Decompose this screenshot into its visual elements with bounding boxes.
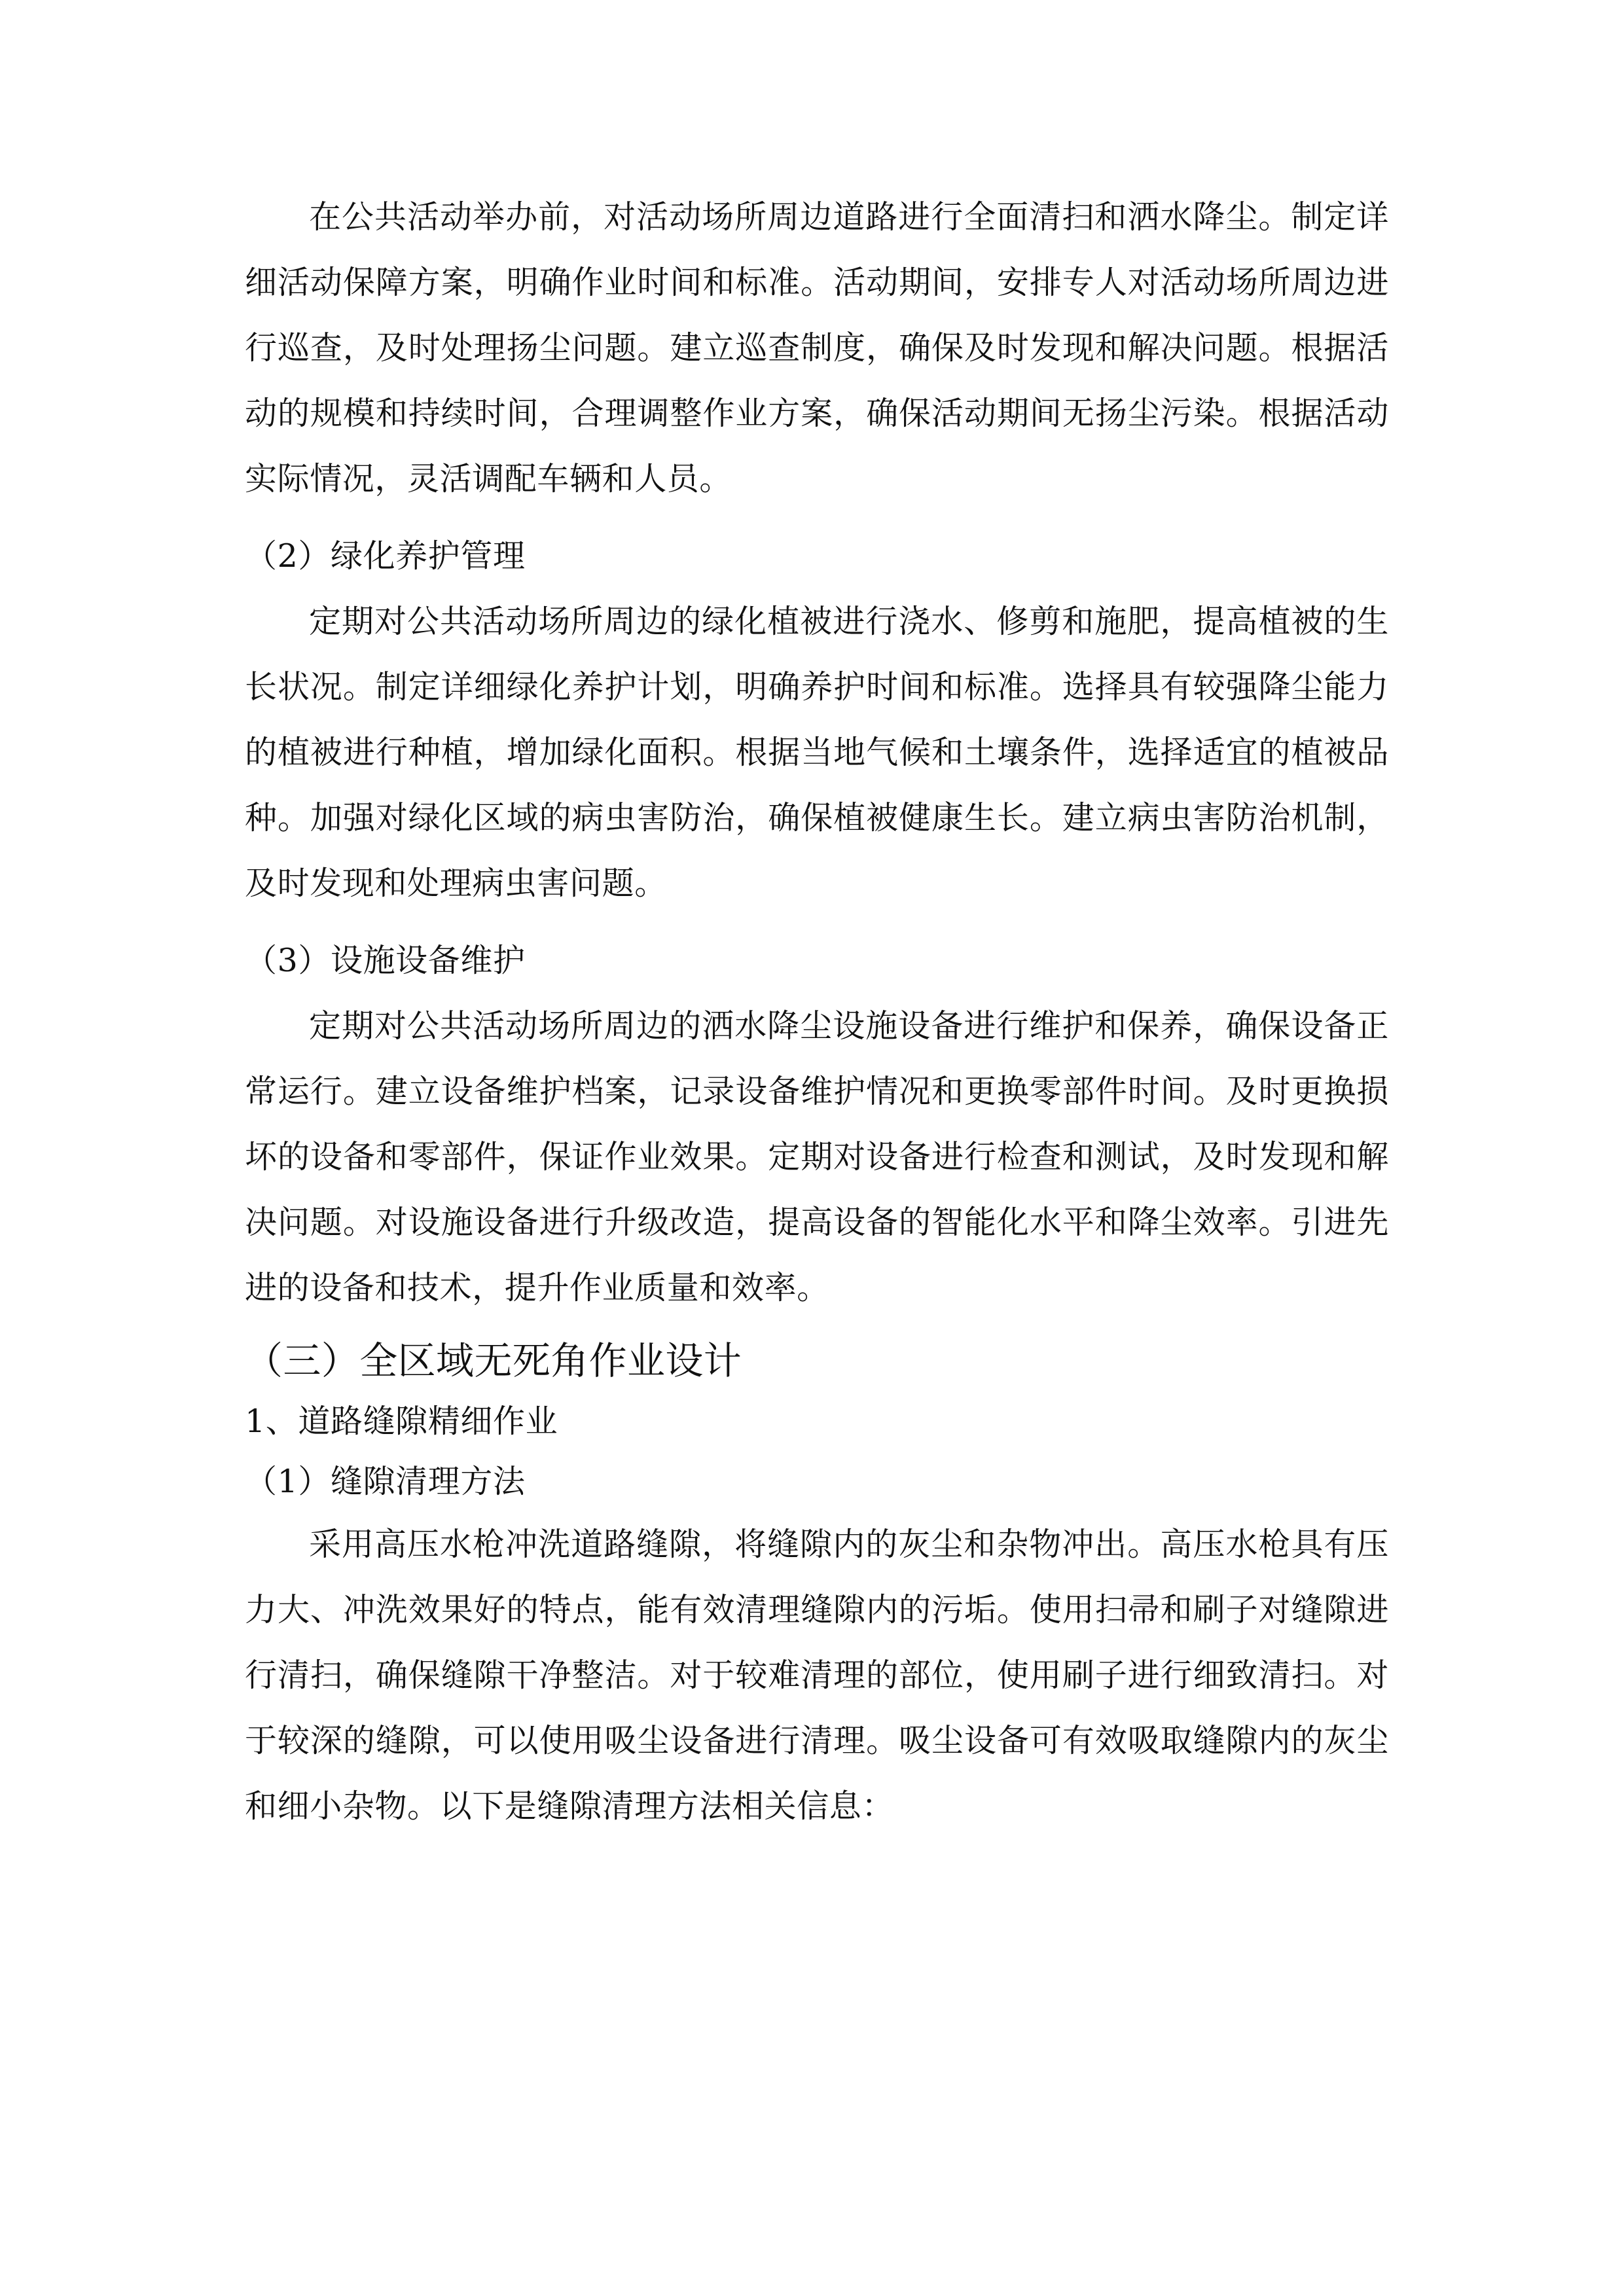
heading-equipment-maintenance: （3）设施设备维护 (245, 942, 526, 979)
paragraph-greening-maintenance: 定期对公共活动场所周边的绿化植被进行浇水、修剪和施肥，提高植被的生长状况。制定详细绿化养护计划，明确养护时间和标准。选择具有较强降尘能力的植被进行种植，增加绿化面积。根据当地气候和土壤条件，选择适宜的植被品种。加强对绿化区域的病虫害防治，确保植被健康生长。建立病虫害防治机制，及时发现和处理病虫害问题。 (245, 603, 1389, 902)
paragraph-activity-cleaning: 在公共活动举办前，对活动场所周边道路进行全面清扫和洒水降尘。制定详细活动保障方案，明确作业时间和标准。活动期间，安排专人对活动场所周边进行巡查，及时处理扬尘问题。建立巡查制度，确保及时发现和解决问题。根据活动的规模和持续时间，合理调整作业方案，确保活动期间无扬尘污染。根据活动实际情况，灵活调配车辆和人员。 (245, 198, 1389, 497)
document-body (245, 185, 1389, 1839)
heading-greening-maintenance: （2）绿化养护管理 (245, 537, 526, 575)
paragraph-gap-cleaning-method: 采用高压水枪冲洗道路缝隙，将缝隙内的灰尘和杂物冲出。高压水枪具有压力大、冲洗效果好的特点，能有效清理缝隙内的污垢。使用扫帚和刷子对缝隙进行清扫，确保缝隙干净整洁。对于较难清理的部位，使用刷子进行细致清扫。对于较深的缝隙，可以使用吸尘设备进行清理。吸尘设备可有效吸取缝隙内的灰尘和细小杂物。以下是缝隙清理方法相关信息： (245, 1526, 1389, 1825)
section-heading-full-coverage: （三）全区域无死角作业设计 (245, 1338, 742, 1383)
paragraph-equipment-maintenance: 定期对公共活动场所周边的洒水降尘设施设备进行维护和保养，确保设备正常运行。建立设备维护档案，记录设备维护情况和更换零部件时间。及时更换损坏的设备和零部件，保证作业效果。定期对设备进行检查和测试，及时发现和解决问题。对设施设备进行升级改造，提高设备的智能化水平和降尘效率。引进先进的设备和技术，提升作业质量和效率。 (245, 1007, 1389, 1306)
subsection-heading-road-gaps: 1、道路缝隙精细作业 (245, 1403, 558, 1440)
heading-gap-cleaning-method: （1）缝隙清理方法 (245, 1463, 526, 1500)
